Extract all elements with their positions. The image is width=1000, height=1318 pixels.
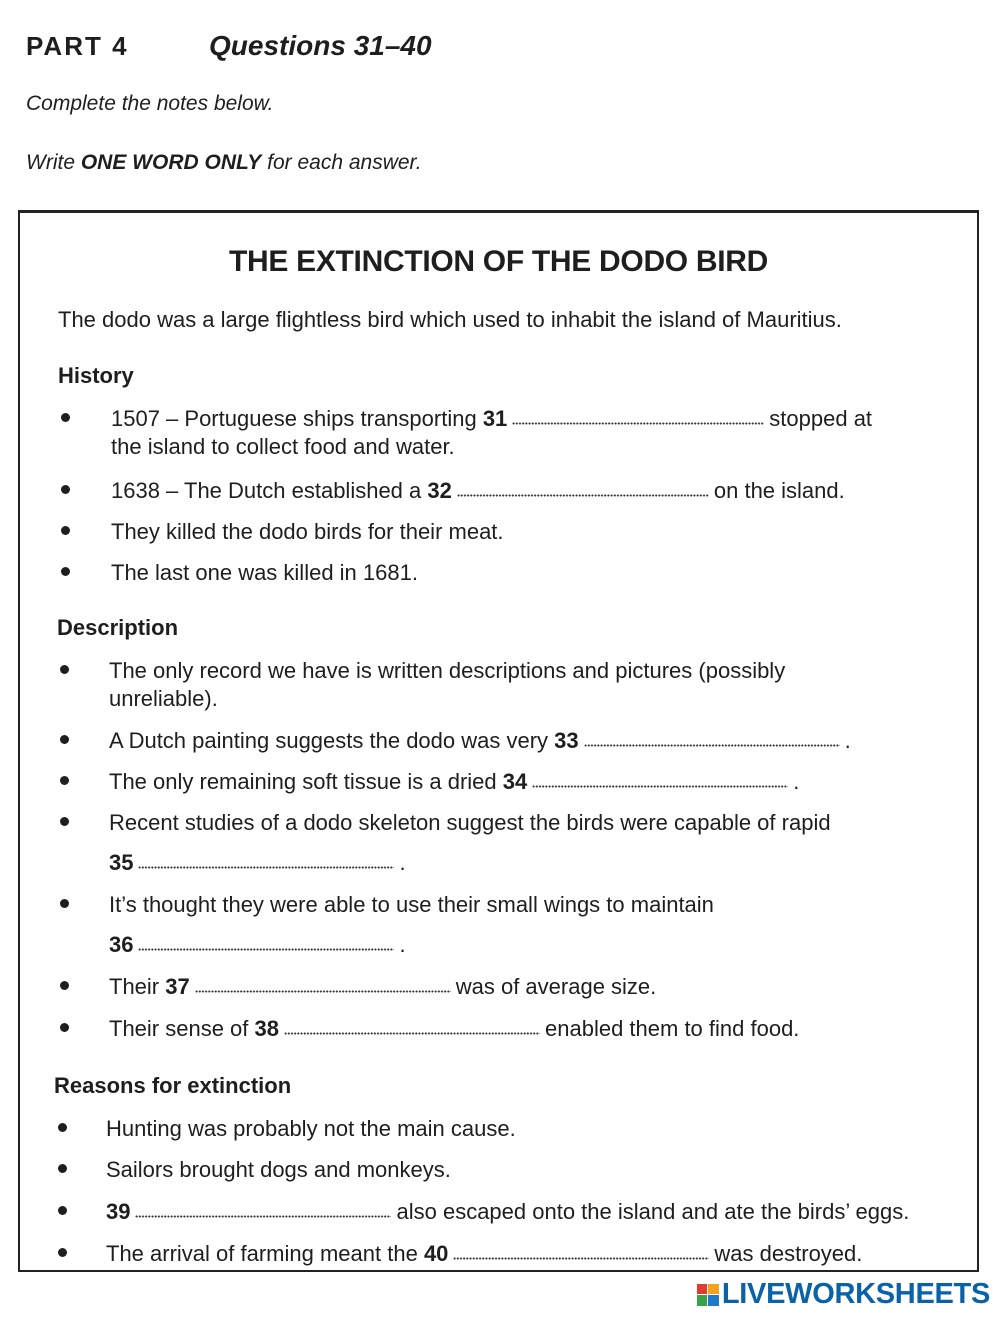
history-item-31: 1507 – Portuguese ships transporting 31 stopped at <box>111 406 873 431</box>
answer-blank-34[interactable] <box>532 785 788 788</box>
description-item-34: The only remaining soft tissue is a dried 34 . <box>109 769 800 794</box>
question-number-36: 36 <box>109 932 134 957</box>
question-number-32: 32 <box>427 478 452 503</box>
answer-blank-31[interactable] <box>512 422 764 425</box>
bullet-icon <box>60 776 69 785</box>
bullet-icon <box>60 665 69 674</box>
logo-text: LIVEWORKSHEETS <box>721 1278 990 1310</box>
history-item-32: 1638 – The Dutch established a 32 on the island. <box>111 478 845 503</box>
liveworksheets-logo[interactable] <box>697 1278 990 1311</box>
answer-blank-40[interactable] <box>453 1257 709 1260</box>
question-number-33: 33 <box>554 728 579 753</box>
question-number-34: 34 <box>502 769 528 794</box>
answer-blank-39[interactable] <box>135 1215 391 1218</box>
instruction-word-limit: Write ONE WORD ONLY for each answer. <box>26 151 422 174</box>
bullet-icon <box>60 817 69 826</box>
reasons-item-39: 39 also escaped onto the island and ate the birds’ eggs. <box>106 1199 910 1224</box>
question-number-37: 37 <box>165 974 190 999</box>
question-number-40: 40 <box>423 1241 449 1266</box>
answer-blank-35[interactable] <box>138 866 394 869</box>
history-item: They killed the dodo birds for their meat. <box>111 519 504 544</box>
question-number-39: 39 <box>106 1199 131 1224</box>
word-limit-emphasis: ONE WORD ONLY <box>80 151 262 174</box>
notes-title: THE EXTINCTION OF THE DODO BIRD <box>228 245 769 278</box>
reasons-item: Hunting was probably not the main cause. <box>106 1116 516 1141</box>
description-item-37: Their 37 was of average size. <box>109 974 657 999</box>
description-item-35: Recent studies of a dodo skeleton suggest the birds were capable of rapid <box>109 810 831 835</box>
reasons-item: Sailors brought dogs and monkeys. <box>106 1157 451 1182</box>
question-number-38: 38 <box>254 1016 280 1041</box>
description-item-38: Their sense of 38 enabled them to find food. <box>109 1016 800 1041</box>
questions-range: Questions 31–40 <box>209 30 432 61</box>
question-number-35: 35 <box>109 850 134 875</box>
instruction-complete: Complete the notes below. <box>26 92 274 115</box>
bullet-icon <box>58 1164 67 1173</box>
section-heading-history: History <box>58 363 134 388</box>
bullet-icon <box>61 485 70 494</box>
bullet-icon <box>61 526 70 535</box>
question-number-31: 31 <box>482 406 508 431</box>
bullet-icon <box>60 899 69 908</box>
bullet-icon <box>61 567 70 576</box>
part-heading <box>26 30 432 64</box>
description-item-36-cont: 36 . <box>109 932 406 957</box>
reasons-item-40: The arrival of farming meant the 40 was destroyed. <box>106 1241 863 1266</box>
bullet-icon <box>60 981 69 990</box>
notes-intro: The dodo was a large flightless bird which used to inhabit the island of Mauritius. <box>58 307 842 332</box>
answer-blank-36[interactable] <box>138 948 394 951</box>
history-item-31-cont: the island to collect food and water. <box>111 434 455 459</box>
description-item-cont: unreliable). <box>109 686 218 711</box>
section-heading-reasons: Reasons for extinction <box>54 1073 292 1098</box>
bullet-icon <box>60 735 69 744</box>
answer-blank-33[interactable] <box>584 744 840 747</box>
description-item-36: It’s thought they were able to use their small wings to maintain <box>109 892 714 917</box>
liveworksheets-logo-icon <box>697 1284 719 1306</box>
bullet-icon <box>61 413 70 422</box>
history-item: The last one was killed in 1681. <box>111 560 418 585</box>
description-item-35-cont: 35 . <box>109 850 406 875</box>
answer-blank-32[interactable] <box>457 494 709 497</box>
answer-blank-38[interactable] <box>284 1032 540 1035</box>
part-label: PART 4 <box>26 31 129 61</box>
section-heading-description: Description <box>57 615 179 640</box>
description-item-33: A Dutch painting suggests the dodo was very 33 . <box>109 728 851 753</box>
description-item: The only record we have is written descriptions and pictures (possibly <box>109 658 786 683</box>
bullet-icon <box>58 1123 67 1132</box>
notes-box <box>18 210 979 1272</box>
bullet-icon <box>58 1206 67 1215</box>
bullet-icon <box>60 1023 69 1032</box>
answer-blank-37[interactable] <box>195 990 451 993</box>
bullet-icon <box>58 1248 67 1257</box>
